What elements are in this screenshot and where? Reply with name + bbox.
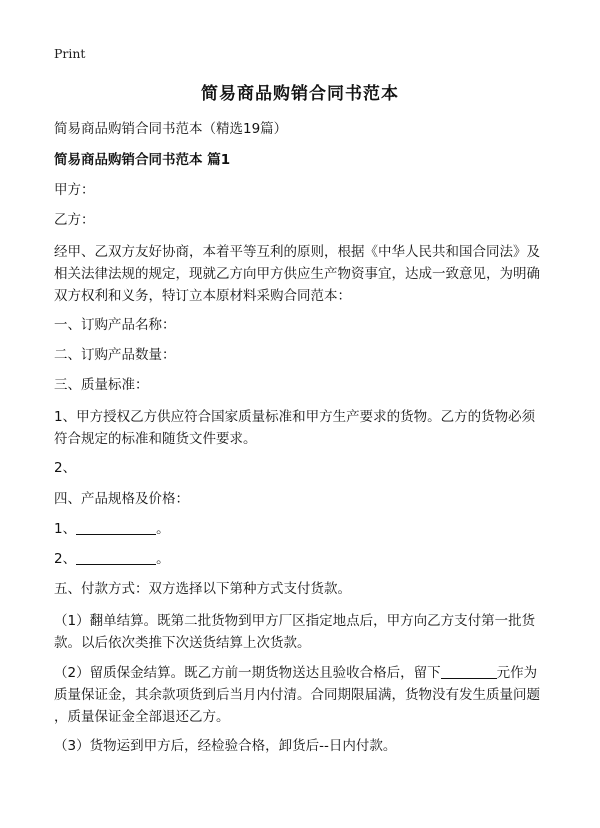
party-b-label: 乙方： (54, 212, 95, 228)
spec-1-suffix: 。 (156, 521, 170, 537)
intro-line-1: 经甲、乙双方友好协商，本着平等互利的原则，根据《中华人民共和国合同法》及 (54, 244, 540, 260)
item-4: 四、产品规格及价格： (54, 491, 189, 507)
item-5: 五、付款方式：双方选择以下第种方式支付货款。 (54, 581, 351, 597)
payment-2-line-3: ，质量保证金全部退还乙方。 (54, 709, 230, 725)
item-1: 一、订购产品名称： (54, 317, 176, 333)
payment-3: （3）货物运到甲方后，经检验合格，卸货后--日内付款。 (54, 738, 397, 754)
item-2: 二、订购产品数量： (54, 347, 176, 363)
spec-2-suffix: 。 (156, 551, 170, 567)
payment-2-prefix: （2）留质保金结算。既乙方前一期货物送达且验收合格后，留下 (54, 665, 441, 681)
intro-line-2: 相关法律法规的规定，现就乙方向甲方供应生产物资事宜，达成一致意见，为明确 (54, 266, 540, 282)
document-subtitle: 简易商品购销合同书范本（精选19篇） (54, 121, 288, 137)
quality-1-line-1: 1、甲方授权乙方供应符合国家质量标准和甲方生产要求的货物。乙方的货物必须 (54, 409, 536, 425)
spec-2-prefix: 2、 (54, 551, 77, 567)
document-title: 简易商品购销合同书范本 (201, 84, 399, 104)
section-heading: 简易商品购销合同书范本 篇1 (54, 152, 231, 168)
spec-1-blank (76, 518, 156, 535)
payment-1-line-1: （1）翻单结算。既第二批货物到甲方厂区指定地点后，甲方向乙方支付第一批货 (54, 613, 536, 629)
spec-2-blank (76, 548, 156, 565)
intro-line-3: 双方权利和义务，特订立本原材料采购合同范本： (54, 288, 351, 304)
payment-2-suffix: 元作为 (496, 665, 538, 681)
print-label[interactable]: Print (54, 46, 86, 61)
quality-1-line-2: 符合规定的标准和随货文件要求。 (54, 431, 257, 447)
spec-2 (54, 548, 554, 570)
payment-2-line-2: 质量保证金，其余款项货到后当月内付清。合同期限届满，货物没有发生质量问题 (54, 687, 540, 703)
payment-2-line-1 (54, 662, 554, 684)
party-a-label: 甲方： (54, 182, 95, 198)
spec-1-prefix: 1、 (54, 521, 77, 537)
item-3: 三、质量标准： (54, 377, 149, 393)
payment-1-line-2: 款。以后依次类推下次送货结算上次货款。 (54, 635, 311, 651)
payment-2-blank (441, 662, 497, 679)
spec-1 (54, 518, 554, 540)
quality-2: 2、 (54, 460, 77, 476)
